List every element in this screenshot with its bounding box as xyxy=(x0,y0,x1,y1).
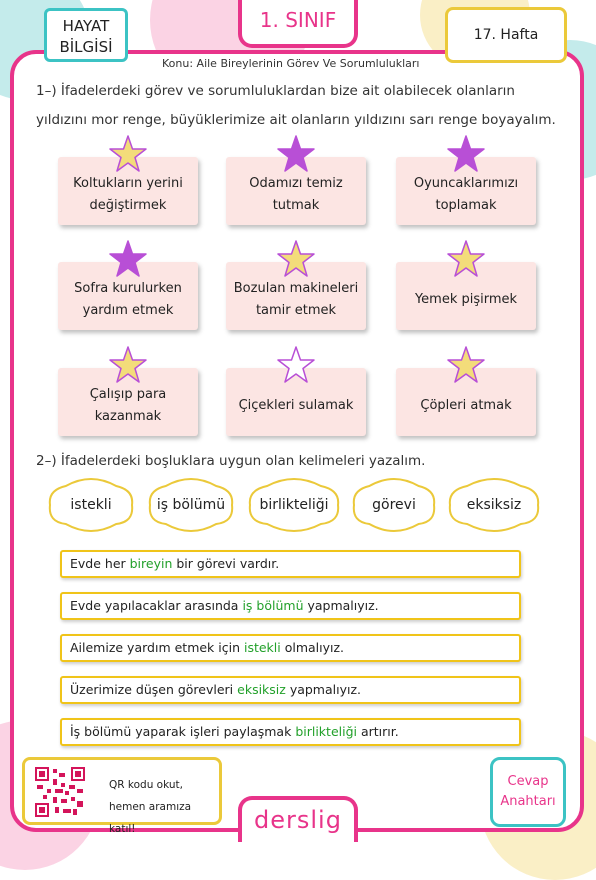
sentence-text: Evde yapılacaklar arasında xyxy=(70,598,243,613)
task-card-line2: değiştirmek xyxy=(89,198,167,213)
task-card-line1: Çalışıp para xyxy=(89,387,167,402)
qr-code-icon[interactable] xyxy=(33,765,87,819)
sentence-answer[interactable]: istekli xyxy=(243,640,281,655)
task-card-line2: kazanmak xyxy=(94,409,162,424)
task-card-line2: tamir etmek xyxy=(255,303,337,318)
week-box: 17. Hafta xyxy=(445,7,567,63)
sentence-box xyxy=(60,550,521,578)
word-cloud xyxy=(146,476,236,534)
task-card-text xyxy=(420,395,511,417)
star-icon[interactable] xyxy=(446,240,486,280)
star-icon[interactable] xyxy=(108,240,148,280)
task-card-text xyxy=(73,173,183,217)
answer-key-line2: Anahtarı xyxy=(500,794,556,809)
word-cloud xyxy=(246,476,342,534)
task-card-text xyxy=(414,173,518,217)
question2-title: 2–) İfadelerdeki boşluklara uygun olan kelimeleri yazalım. xyxy=(36,453,426,469)
sentence-text: Evde her xyxy=(70,556,130,571)
qr-text-line2: hemen aramıza katıl! xyxy=(109,801,192,835)
task-card-line2: yardım etmek xyxy=(82,303,174,318)
qr-box xyxy=(22,757,222,835)
sentence-text: artırır. xyxy=(357,724,399,739)
sentence-box xyxy=(60,676,521,704)
sentence-box xyxy=(60,718,521,746)
sentence-answer[interactable]: iş bölümü xyxy=(242,598,304,613)
sentence-text: bir görevi vardır. xyxy=(172,556,280,571)
brand-logo: derslig xyxy=(238,796,358,842)
task-card-line1: Odamızı temiz xyxy=(249,176,343,191)
task-card-line1: Bozulan makineleri xyxy=(233,281,359,296)
task-card-line1: Oyuncaklarımızı xyxy=(413,176,519,191)
sentence-box xyxy=(60,634,521,662)
task-card-line1: Yemek pişirmek xyxy=(414,292,518,307)
sentence-box xyxy=(60,592,521,620)
sentence-text: olmalıyız. xyxy=(280,640,345,655)
sentence-text: yapmalıyız. xyxy=(303,598,379,613)
subject-line2: BİLGİSİ xyxy=(59,38,113,56)
subject-box xyxy=(44,8,128,62)
task-card-text xyxy=(239,395,354,417)
task-card-text xyxy=(415,289,517,311)
topic-line: Konu: Aile Bireylerinin Görev Ve Sorumlulukları xyxy=(162,57,420,70)
star-icon[interactable] xyxy=(276,240,316,280)
task-card-line1: Koltukların yerini xyxy=(73,176,183,191)
qr-text-line1: QR kodu okut, xyxy=(109,779,183,791)
task-card-text xyxy=(234,278,358,322)
sentence-answer[interactable]: eksiksiz xyxy=(237,682,286,697)
sentence-text: Üzerimize düşen görevleri xyxy=(70,682,238,697)
word-cloud-label: görevi xyxy=(372,497,416,513)
star-icon[interactable] xyxy=(446,135,486,175)
task-card-text xyxy=(90,384,167,428)
answer-key-line1: Cevap xyxy=(507,774,549,789)
star-icon[interactable] xyxy=(276,346,316,386)
word-cloud xyxy=(350,476,438,534)
task-card-line2: toplamak xyxy=(435,198,497,213)
subject-line1: HAYAT xyxy=(62,17,110,35)
question1-line2: yıldızını mor renge, büyüklerimize ait olanların yıldızını sarı renge boyayalım. xyxy=(36,112,556,128)
answer-key-button[interactable] xyxy=(490,757,566,827)
word-cloud xyxy=(446,476,542,534)
star-icon[interactable] xyxy=(276,135,316,175)
task-card-text xyxy=(249,173,343,217)
task-card-line1: Sofra kurulurken xyxy=(74,281,182,296)
word-cloud-label: istekli xyxy=(70,497,112,513)
word-cloud-label: iş bölümü xyxy=(156,497,226,513)
question1-line1: 1–) İfadelerdeki görev ve sorumluluklardan bize ait olabilecek olanların xyxy=(36,83,515,99)
word-cloud xyxy=(46,476,136,534)
sentence-text: Ailemize yardım etmek için xyxy=(70,640,244,655)
task-card-line1: Çöpleri atmak xyxy=(420,398,512,413)
sentence-answer[interactable]: birlikteliği xyxy=(295,724,357,739)
task-card-line2: tutmak xyxy=(272,198,320,213)
sentence-text: İş bölümü yaparak işleri paylaşmak xyxy=(70,724,296,739)
task-card-text xyxy=(74,278,182,322)
star-icon[interactable] xyxy=(108,135,148,175)
star-icon[interactable] xyxy=(446,346,486,386)
task-card-line1: Çiçekleri sulamak xyxy=(238,398,354,413)
grade-tab: 1. SINIF xyxy=(238,0,358,48)
sentence-text: yapmalıyız. xyxy=(285,682,361,697)
word-cloud-label: birlikteliği xyxy=(259,497,329,513)
word-cloud-label: eksiksiz xyxy=(466,497,522,513)
sentence-answer[interactable]: bireyin xyxy=(129,556,173,571)
star-icon[interactable] xyxy=(108,346,148,386)
